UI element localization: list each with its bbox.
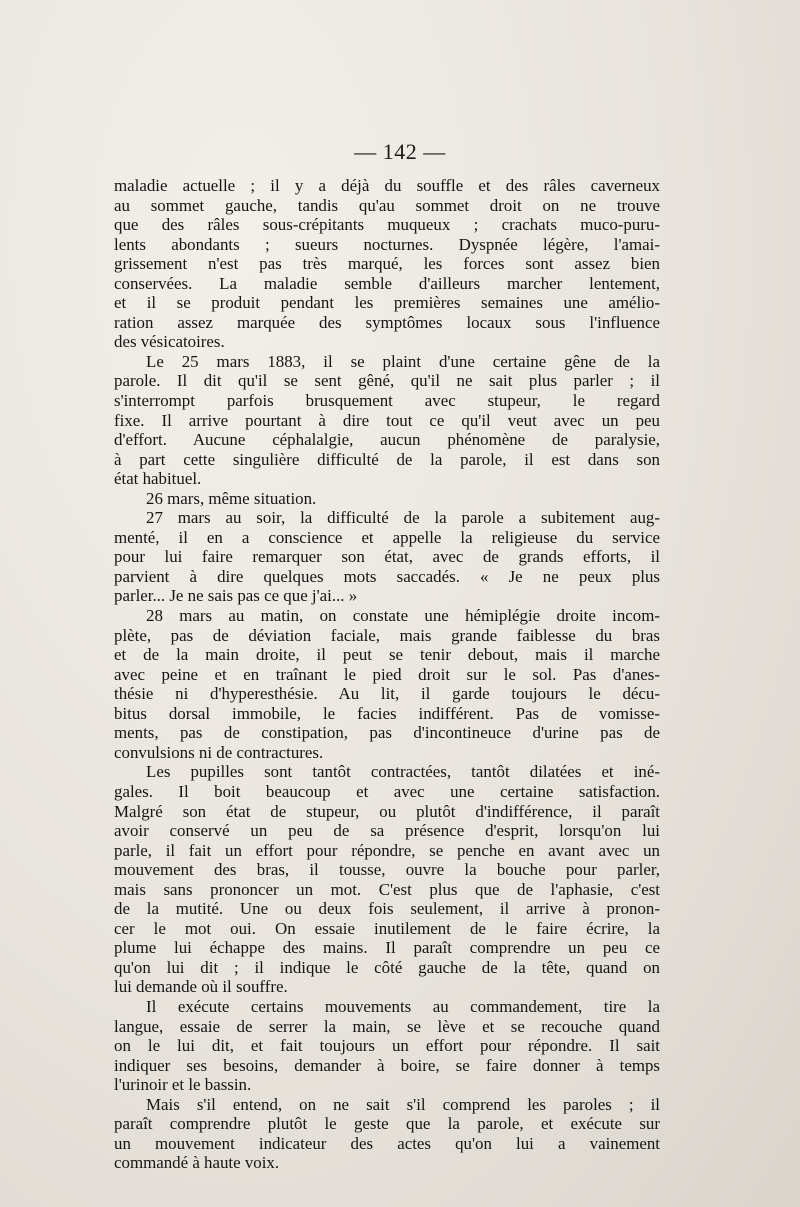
text-line: plète, pas de déviation faciale, mais grande faiblesse du bras	[114, 625, 660, 645]
text-line: lents abondants ; sueurs nocturnes. Dyspnée légère, l'amai-	[114, 234, 660, 254]
text-line: d'effort. Aucune céphalalgie, aucun phénomène de paralysie,	[114, 430, 660, 450]
paragraph	[114, 176, 660, 352]
text-line: avoir conservé un peu de sa présence d'esprit, lorsqu'on lui	[114, 821, 660, 841]
text-line: gales. Il boit beaucoup et avec une certaine satisfaction.	[114, 781, 660, 801]
text-line: parler... Je ne sais pas ce que j'ai... »	[114, 586, 358, 606]
text-line: et de la main droite, il peut se tenir debout, mais il marche	[114, 645, 660, 665]
text-line: fixe. Il arrive pourtant à dire tout ce qu'il veut avec un peu	[114, 410, 660, 430]
text-line: maladie actuelle ; il y a déjà du souffle et des râles caverneux	[114, 176, 660, 195]
text-line: à part cette singulière difficulté de la parole, il est dans son	[114, 449, 660, 469]
text-line: bitus dorsal immobile, le facies indifférent. Pas de vomisse-	[114, 703, 660, 723]
text-line: 26 mars, même situation.	[146, 488, 317, 508]
text-line: de la mutité. Une ou deux fois seulement, il arrive à pronon-	[114, 899, 660, 919]
paragraph	[114, 762, 660, 997]
text-line: mouvement des bras, il tousse, ouvre la bouche pour parler,	[114, 860, 660, 880]
text-line: ments, pas de constipation, pas d'incontineuce d'urine pas de	[114, 723, 660, 743]
text-line: Le 25 mars 1883, il se plaint d'une certaine gêne de la	[146, 351, 660, 371]
text-line: indiquer ses besoins, demander à boire, se faire donner à temps	[114, 1055, 660, 1075]
text-line: grissement n'est pas très marqué, les forces sont assez bien	[114, 254, 660, 274]
text-line: plume lui échappe des mains. Il paraît comprendre un peu ce	[114, 938, 660, 958]
text-line: parle, il fait un effort pour répondre, se penche en avant avec un	[114, 840, 660, 860]
paragraph	[114, 508, 660, 606]
text-line: paraît comprendre plutôt le geste que la parole, et exécute sur	[114, 1114, 660, 1134]
paragraph	[114, 352, 660, 489]
text-line: langue, essaie de serrer la main, se lève et se recouche quand	[114, 1016, 660, 1036]
text-line: on le lui dit, et fait toujours un effort pour répondre. Il sait	[114, 1036, 660, 1056]
text-line: ration assez marquée des symptômes locaux sous l'influence	[114, 312, 660, 332]
text-line: que des râles sous-crépitants muqueux ; crachats muco-puru-	[114, 215, 660, 235]
text-line: pour lui faire remarquer son état, avec de grands efforts, il	[114, 547, 660, 567]
text-line: commandé à haute voix.	[114, 1153, 280, 1173]
text-line: menté, il en a conscience et appelle la religieuse du service	[114, 527, 660, 547]
text-line: mais sans prononcer un mot. C'est plus que de l'aphasie, c'est	[114, 879, 660, 899]
text-line: un mouvement indicateur des actes qu'on lui a vainement	[114, 1133, 660, 1153]
text-line: Les pupilles sont tantôt contractées, tantôt dilatées et iné-	[146, 762, 660, 782]
text-line: parvient à dire quelques mots saccadés. « Je ne peux plus	[114, 566, 660, 586]
text-line: convulsions ni de contractures.	[114, 742, 324, 762]
paragraph	[114, 606, 660, 762]
paragraph	[114, 997, 660, 1095]
paragraph	[114, 1095, 660, 1173]
text-line: 28 mars au matin, on constate une hémiplégie droite incom-	[146, 606, 660, 626]
text-line: état habituel.	[114, 469, 202, 489]
text-line: conservées. La maladie semble d'ailleurs marcher lentement,	[114, 273, 660, 293]
text-line: Malgré son état de stupeur, ou plutôt d'indifférence, il paraît	[114, 801, 660, 821]
paragraph	[114, 489, 660, 509]
text-line: thésie ni d'hyperesthésie. Au lit, il garde toujours le décu-	[114, 684, 660, 704]
text-line: s'interrompt parfois brusquement avec stupeur, le regard	[114, 391, 660, 411]
text-line: parole. Il dit qu'il se sent gêné, qu'il ne sait plus parler ; il	[114, 371, 660, 391]
text-line: avec peine et en traînant le pied droit sur le sol. Pas d'anes-	[114, 664, 660, 684]
body-text	[114, 176, 660, 1173]
text-line: lui demande où il souffre.	[114, 977, 288, 997]
text-line: l'urinoir et le bassin.	[114, 1075, 252, 1095]
text-line: 27 mars au soir, la difficulté de la parole a subitement aug-	[146, 508, 660, 528]
text-line: et il se produit pendant les premières semaines une amélio-	[114, 293, 660, 313]
text-line: Il exécute certains mouvements au commandement, tire la	[146, 996, 660, 1016]
page-number: — 142 —	[354, 139, 446, 164]
text-line: cer le mot oui. On essaie inutilement de le faire écrire, la	[114, 918, 660, 938]
text-line: qu'on lui dit ; il indique le côté gauche de la tête, quand on	[114, 957, 660, 977]
text-line: des vésicatoires.	[114, 332, 225, 352]
text-line: Mais s'il entend, on ne sait s'il comprend les paroles ; il	[146, 1094, 660, 1114]
text-line: au sommet gauche, tandis qu'au sommet droit on ne trouve	[114, 195, 660, 215]
